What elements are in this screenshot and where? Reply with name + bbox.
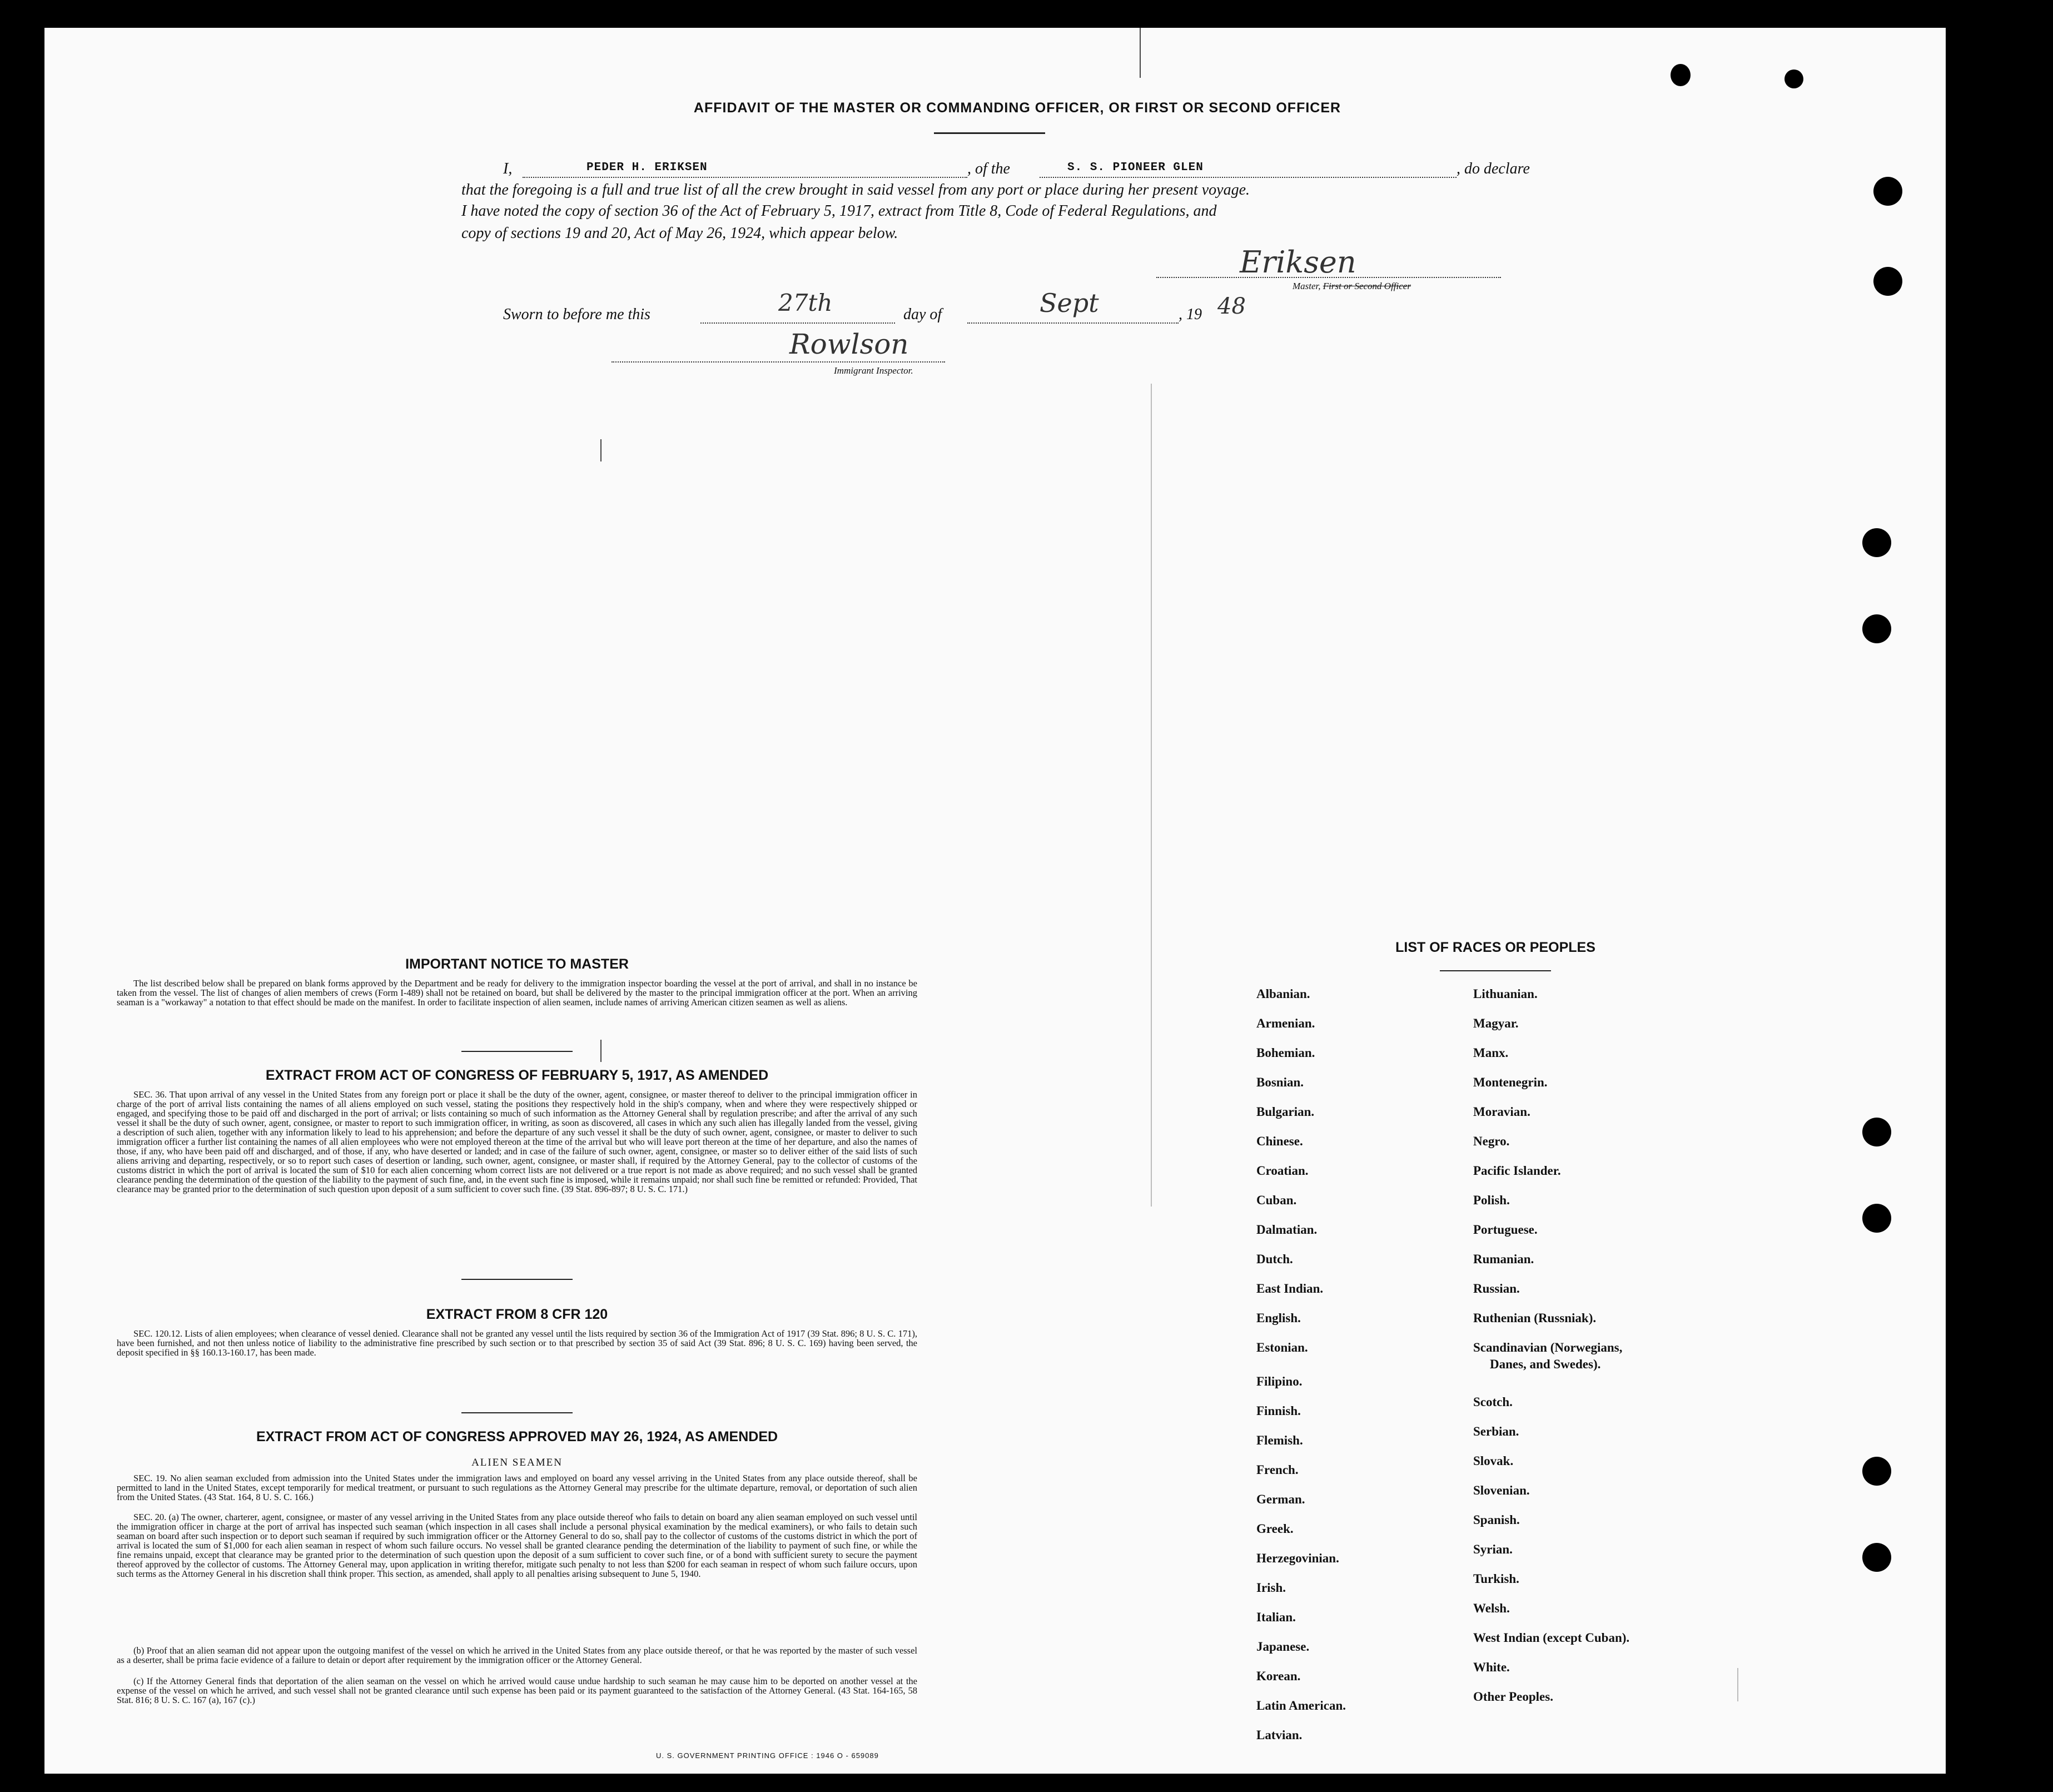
extract-1924-sec20a: SEC. 20. (a) The owner, charterer, agent, consignee, or master of any vessel arriving in the United States from any place outside thereof who fails to detain on board any alien seaman employed on such vessel until the immigration officer in charge at the port of arrival has inspected such seaman (which inspection in all cases shall include a personal physical examination by the medical examiners), or who fails to detain such seaman on board after such inspection or to deport such seaman if required by such immigration officer or the Attorney General to do so, shall pay to the collector of customs of the customs district in which the port of arrival is located the sum of $1,000 for each alien seaman in respect of whom such failure occurs. No vessel shall be granted clearance pending the determination of the liability to payment of such fine, or while the fine remains unpaid, except that clearance may be granted prior to the determination of such question upon the deposit of a sum sufficient to cover such fine, or of a bond with sufficient surety to secure the payment thereof approved by the collector of customs. The Attorney General may, upon application in writing therefor, mitigate such penalty to not less than $200 for each seaman in respect of whom such failure occurs, upon such terms as the Attorney General in his discretion shall think proper. This section, as amended, shall apply to all penalties arising subsequent to June 5, 1940. [117,1512,917,1579]
do-declare-label: , do declare [1457,160,1530,177]
extract-1924-sec19: SEC. 19. No alien seaman excluded from admission into the United States under the immigration laws and employed on board any vessel arriving in the United States from any place outside thereof, shall be permitted to land in the United States, except temporarily for medical treatment, or pursuant to such regulations as the Attorney General may prescribe for the ultimate departure, removal, or deportation of such alien from the United States. (43 Stat. 164, 8 U. S. C. 166.) [117,1473,917,1502]
notice-text: The list described below shall be prepared on blank forms approved by the Department and be ready for delivery to the immigration inspector boarding the vessel at the port of arrival, and shall in no instance be taken from the vessel. The list of changes of alien members of crews (Form I-489) shall not be retained on board, but shall be delivered by the master to the principal immigration officer at the port. When an arriving seaman is a "workaway" a notation to that effect should be made on the manifest. In order to facilitate inspection of alien seamen, include names of arriving American citizen seamen as well as aliens. [117,978,917,1007]
race-item: German. [1256,1492,1305,1506]
race-item: Rumanian. [1473,1252,1534,1266]
day-of-label: day of [903,306,942,323]
race-item: Bosnian. [1256,1075,1304,1089]
punch-hole [1862,1204,1891,1233]
sworn-month-value: Sept [1040,288,1099,318]
divider [934,132,1045,134]
race-item: Welsh. [1473,1601,1510,1615]
race-item: Slovak. [1473,1454,1514,1468]
scan-mark [600,1040,602,1062]
race-item: West Indian (except Cuban). [1473,1631,1630,1645]
divider [461,1051,573,1052]
race-item: East Indian. [1256,1282,1324,1295]
race-item: Danes, and Swedes). [1490,1357,1601,1371]
punch-hole [1873,267,1902,296]
vessel-name-value: S. S. PIONEER GLEN [1067,161,1204,174]
signature-caption-struck: First or Second Officer [1323,281,1411,291]
affidavit-line-4: copy of sections 19 and 20, Act of May 26, 1924, which appear below. [461,225,898,242]
punch-hole [1873,177,1902,206]
punch-hole [1784,70,1803,88]
divider [461,1412,573,1413]
sworn-day-line [700,322,895,324]
printing-office-footer: U. S. GOVERNMENT PRINTING OFFICE : 1946 O - 659089 [656,1751,879,1760]
race-item: Croatian. [1256,1164,1309,1178]
scan-mark [1140,28,1141,78]
race-item: Albanian. [1256,987,1310,1001]
master-signature: Eriksen [1240,245,1356,280]
race-item: Russian. [1473,1282,1520,1295]
race-item: Serbian. [1473,1424,1519,1438]
race-item: Dutch. [1256,1252,1293,1266]
sworn-label: Sworn to before me this [503,306,650,323]
race-item: Latvian. [1256,1728,1303,1742]
scan-mark [1151,384,1152,1207]
extract-1924-subheading: ALIEN SEAMEN [471,1457,563,1468]
notice-heading: IMPORTANT NOTICE TO MASTER [405,956,629,972]
race-item: Spanish. [1473,1513,1520,1527]
extract-1917-heading: EXTRACT FROM ACT OF CONGRESS OF FEBRUARY 5, 1917, AS AMENDED [265,1068,769,1083]
affidavit-i-label: I, [503,160,513,177]
year-prefix: , 19 [1179,306,1202,323]
master-name-line [523,177,967,178]
race-item: Polish. [1473,1193,1510,1207]
vessel-name-line [1040,177,1457,178]
document-page [44,28,1946,1774]
race-item: Korean. [1256,1669,1301,1683]
race-item: Scotch. [1473,1395,1513,1409]
race-item: Pacific Islander. [1473,1164,1561,1178]
punch-hole [1862,1118,1891,1146]
race-item: Moravian. [1473,1105,1530,1119]
divider [461,1279,573,1280]
punch-hole [1862,1457,1891,1486]
race-item: Bulgarian. [1256,1105,1315,1119]
affidavit-title: AFFIDAVIT OF THE MASTER OR COMMANDING OFFICER, OR FIRST OR SECOND OFFICER [693,100,1341,116]
signature-caption [1293,281,1411,292]
race-item: Portuguese. [1473,1223,1538,1237]
race-item: French. [1256,1463,1299,1477]
punch-hole [1862,1543,1891,1572]
race-item: Chinese. [1256,1134,1303,1148]
race-item: Bohemian. [1256,1046,1315,1060]
race-item: Lithuanian. [1473,987,1538,1001]
divider [1440,970,1551,971]
race-item: Magyar. [1473,1016,1519,1030]
scan-mark [600,439,602,461]
extract-cfr-heading: EXTRACT FROM 8 CFR 120 [426,1307,608,1322]
inspector-caption: Immigrant Inspector. [834,365,913,376]
extract-1924-sec20c: (c) If the Attorney General finds that deportation of the alien seaman on the vessel on which he arrived would cause undue hardship to such seaman he may cause him to be deported on another vessel at the expense of the vessel on which he arrived, and such vessel shall not be granted clearance until such expense has been paid or its payment guaranteed to the satisfaction of the Attorney General. (43 Stat. 164-165, 58 Stat. 816; 8 U. S. C. 167 (a), 167 (c).) [117,1676,917,1705]
inspector-signature: Rowlson [789,328,909,360]
race-item: Syrian. [1473,1542,1513,1556]
year-suffix: 48 [1217,294,1246,319]
sworn-month-line [967,322,1179,324]
race-item: Armenian. [1256,1016,1315,1030]
signature-line [1156,277,1501,278]
race-item: Filipino. [1256,1374,1303,1388]
affidavit-line-2: that the foregoing is a full and true list of all the crew brought in said vessel from any port or place during her present voyage. [461,181,1250,198]
race-item: Montenegrin. [1473,1075,1548,1089]
sworn-day-value: 27th [778,289,833,316]
race-item: White. [1473,1660,1510,1674]
extract-1924-heading: EXTRACT FROM ACT OF CONGRESS APPROVED MAY 26, 1924, AS AMENDED [256,1429,778,1444]
race-item: English. [1256,1311,1301,1325]
punch-hole [1862,528,1891,557]
race-item: Other Peoples. [1473,1690,1553,1704]
race-item: Scandinavian (Norwegians, [1473,1341,1623,1354]
master-name-value: PEDER H. ERIKSEN [586,161,708,174]
extract-cfr-text: SEC. 120.12. Lists of alien employees; when clearance of vessel denied. Clearance shall not be granted any vessel until the lists required by section 36 of the Immigration Act of 1917 (39 Stat. 896; 8 U. S. C. 171), have been furnished, and not then unless notice of liability to the administrative fine prescribed by such section or to that prescribed by section 35 of said Act (39 Stat. 896; 8 U. S. C. 169) having been served, the deposit specified in §§ 160.13-160.17, has been made. [117,1328,917,1358]
punch-hole [1862,614,1891,643]
race-item: Italian. [1256,1610,1296,1624]
race-item: Japanese. [1256,1640,1310,1654]
race-item: Flemish. [1256,1433,1303,1447]
race-item: Latin American. [1256,1699,1346,1712]
extract-1924-sec20b: (b) Proof that an alien seaman did not appear upon the outgoing manifest of the vessel on which he arrived in the United States from any place outside thereof, or that he was reported by the master of such vessel as a deserter, shall be prima facie evidence of a failure to detain or deport after requirement by the immigration officer or the Attorney General. [117,1645,917,1665]
of-the-label: , of the [967,160,1010,177]
races-heading: LIST OF RACES OR PEOPLES [1395,940,1595,955]
race-item: Finnish. [1256,1404,1301,1418]
extract-1917-text: SEC. 36. That upon arrival of any vessel in the United States from any foreign port or place it shall be the duty of the owner, agent, consignee, or master thereof to deliver to the principal immigration officer in charge of the port of arrival lists containing the names of all aliens employed on such vessel, stating the positions they respectively hold in the ship's company, when and where they were respectively shipped or engaged, and specifying those to be paid off and discharged in the port of arrival; or lists containing so much of such information as the Attorney General shall by regulation prescribe; and after the arrival of any such vessel it shall be the duty of such owner, agent, consignee, or master to report to such immigration officer, in writing, as soon as discovered, all cases in which any such alien has illegally landed from the vessel, giving a description of such alien, together with any information likely to lead to his apprehension; and before the departure of any such vessel it shall be the duty of such owner, agent, consignee, or master to deliver to such immigration officer a further list containing the names of all alien employees who were not employed thereon at the time of the arrival but who will leave port thereon at the time of her departure, and also the names of those, if any, who have been paid off and discharged, and of those, if any, who have deserted or landed; and in case of the failure of such owner, agent, consignee, or master so to deliver either of the said lists of such aliens arriving and departing, respectively, or so to report such cases of desertion or landing, such owner, agent, consignee, or master shall, if required by the Attorney General, pay to the collector of customs of the customs district in which the port of arrival is located the sum of $10 for each alien concerning whom correct lists are not delivered or a true report is not made as above required; and no such vessel shall be granted clearance pending the determination of the question of the liability to the payment of such fine, and, in the event such fine is imposed, while it remains unpaid; nor shall such fine be remitted or refunded: Provided, That clearance may be granted prior to the determination of such question upon deposit of a sum sufficient to cover such fine. (39 Stat. 896-897; 8 U. S. C. 171.) [117,1089,917,1194]
race-item: Cuban. [1256,1193,1297,1207]
race-item: Irish. [1256,1581,1286,1595]
punch-hole [1671,64,1691,86]
scan-mark [1737,1668,1738,1701]
race-item: Manx. [1473,1046,1509,1060]
affidavit-line-3: I have noted the copy of section 36 of the Act of February 5, 1917, extract from Title 8, Code of Federal Regulations, and [461,202,1217,220]
race-item: Greek. [1256,1522,1294,1536]
race-item: Turkish. [1473,1572,1519,1586]
race-item: Dalmatian. [1256,1223,1318,1237]
race-item: Estonian. [1256,1341,1308,1354]
race-item: Slovenian. [1473,1483,1530,1497]
inspector-line [612,361,945,363]
race-item: Negro. [1473,1134,1510,1148]
race-item: Herzegovinian. [1256,1551,1339,1565]
signature-caption-master: Master, [1293,281,1321,291]
race-item: Ruthenian (Russniak). [1473,1311,1597,1325]
